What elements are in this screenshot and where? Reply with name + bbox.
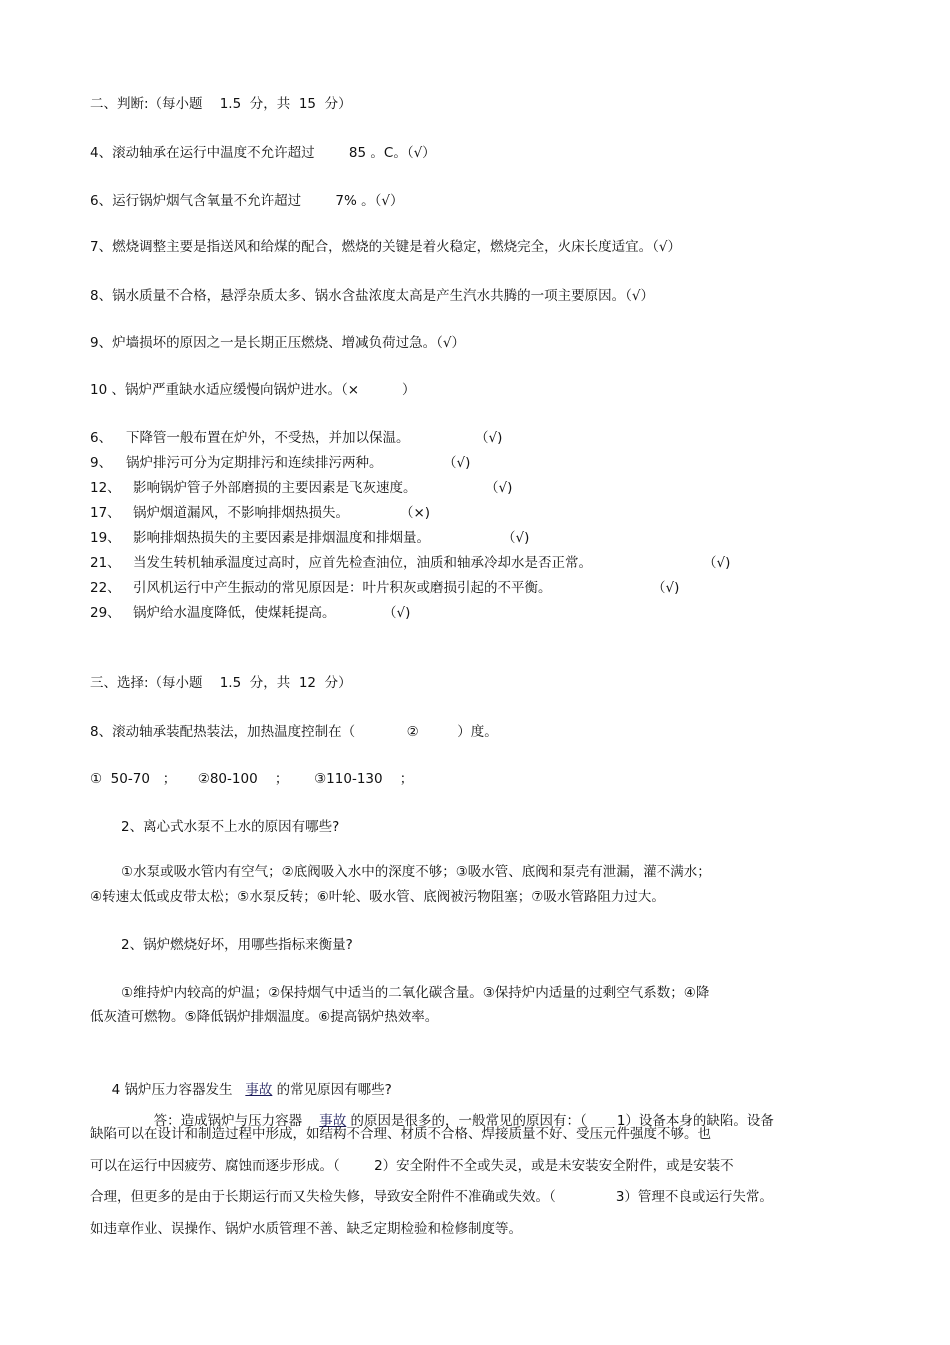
accident-link[interactable]: 事故 <box>319 1113 347 1130</box>
item-statement: 引风机运行中产生振动的常见原因是：叶片积灰或磨损引起的不平衡。 <box>133 580 552 596</box>
question-accident <box>103 1066 392 1098</box>
question-pump: 2、离心式水泵不上水的原因有哪些? <box>121 819 340 835</box>
item-answer: （√) <box>475 430 503 446</box>
answer-text: 答：造成锅炉与压力容器 <box>153 1113 320 1130</box>
answer-accident-line4: 合理，但更多的是由于长期运行而又失检失修，导致安全附件不准确或失效。（ 3）管理不良或运行失常。 <box>90 1189 773 1205</box>
item-number: 9、 <box>90 455 113 471</box>
item-statement: 锅炉给水温度降低，使煤耗提高。 <box>133 605 336 621</box>
judgment-item-10: 10 、锅炉严重缺水适应缓慢向锅炉进水。（× ） <box>90 382 416 398</box>
item-answer: （√) <box>652 580 680 596</box>
item-answer: （√) <box>485 480 513 496</box>
item-number: 29、 <box>90 605 121 621</box>
section-choice-title: 三、选择:（每小题 1.5 分，共 12 分） <box>90 675 352 691</box>
judgment-item-9: 9、炉墙损坏的原因之一是长期正压燃烧、增减负荷过急。（√） <box>90 335 465 351</box>
judgment-item-7: 7、燃烧调整主要是指送风和给煤的配合，燃烧的关键是着火稳定，燃烧完全，火床长度适宜。（√） <box>90 239 681 255</box>
answer-accident-line1 <box>145 1097 774 1129</box>
item-number: 21、 <box>90 555 121 571</box>
question-text: 的常见原因有哪些? <box>272 1082 392 1099</box>
answer-accident-line3: 可以在运行中因疲劳、腐蚀而逐步形成。（ 2）安全附件不全或失灵，或是未安装安全附件，或是安装不 <box>90 1158 734 1174</box>
answer-pump-line1: ①水泵或吸水管内有空气；②底阀吸入水中的深度不够；③吸水管、底阀和泵壳有泄漏，灌不满水； <box>121 864 711 880</box>
choice-options: ① 50-70 ； ②80-100 ； ③110-130 ； <box>90 771 414 787</box>
answer-accident-line2: 缺陷可以在设计和制造过程中形成，如结构不合理、材质不合格、焊接质量不好、受压元件强度不够。也 <box>90 1126 711 1142</box>
section-judgment-title: 二、判断:（每小题 1.5 分，共 15 分） <box>90 96 352 112</box>
item-statement: 影响锅炉管子外部磨损的主要因素是飞灰速度。 <box>133 480 417 496</box>
item-answer: （×) <box>400 505 431 521</box>
item-number: 19、 <box>90 530 121 546</box>
choice-question-8: 8、滚动轴承装配热装法，加热温度控制在（ ② ）度。 <box>90 724 498 740</box>
answer-combustion-line2: 低灰渣可燃物。⑤降低锅炉排烟温度。⑥提高锅炉热效率。 <box>90 1009 439 1025</box>
judgment-item-8: 8、锅水质量不合格，悬浮杂质太多、锅水含盐浓度太高是产生汽水共腾的一项主要原因。（√） <box>90 288 654 304</box>
question-text: 4 锅炉压力容器发生 <box>111 1082 246 1099</box>
item-statement: 影响排烟热损失的主要因素是排烟温度和排烟量。 <box>133 530 430 546</box>
item-statement: 下降管一般布置在炉外，不受热，并加以保温。 <box>126 430 410 446</box>
item-answer: （√) <box>443 455 471 471</box>
answer-accident-line5: 如违章作业、误操作、锅炉水质管理不善、缺乏定期检验和检修制度等。 <box>90 1221 522 1237</box>
item-number: 12、 <box>90 480 121 496</box>
item-number: 22、 <box>90 580 121 596</box>
item-statement: 锅炉烟道漏风，不影响排烟热损失。 <box>133 505 349 521</box>
question-combustion: 2、锅炉燃烧好坏，用哪些指标来衡量? <box>121 937 353 953</box>
item-number: 17、 <box>90 505 121 521</box>
accident-link[interactable]: 事故 <box>245 1082 273 1099</box>
answer-pump-line2: ④转速太低或皮带太松；⑤水泵反转；⑥叶轮、吸水管、底阀被污物阻塞；⑦吸水管路阻力过大。 <box>90 889 665 905</box>
judgment-item-4: 4、滚动轴承在运行中温度不允许超过 85 。C。（√） <box>90 145 436 161</box>
judgment-item-6: 6、运行锅炉烟气含氧量不允许超过 7% 。（√） <box>90 193 404 209</box>
item-statement: 锅炉排污可分为定期排污和连续排污两种。 <box>126 455 383 471</box>
answer-text: 的原因是很多的，一般常见的原因有：（ 1）设备本身的缺陷。设备 <box>346 1113 774 1130</box>
item-answer: （√) <box>703 555 731 571</box>
answer-combustion-line1: ①维持炉内较高的炉温；②保持烟气中适当的二氧化碳含量。③保持炉内适量的过剩空气系数；④降 <box>121 985 710 1001</box>
item-statement: 当发生转机轴承温度过高时，应首先检查油位，油质和轴承冷却水是否正常。 <box>133 555 592 571</box>
item-answer: （√) <box>502 530 530 546</box>
item-answer: （√) <box>383 605 411 621</box>
item-number: 6、 <box>90 430 113 446</box>
